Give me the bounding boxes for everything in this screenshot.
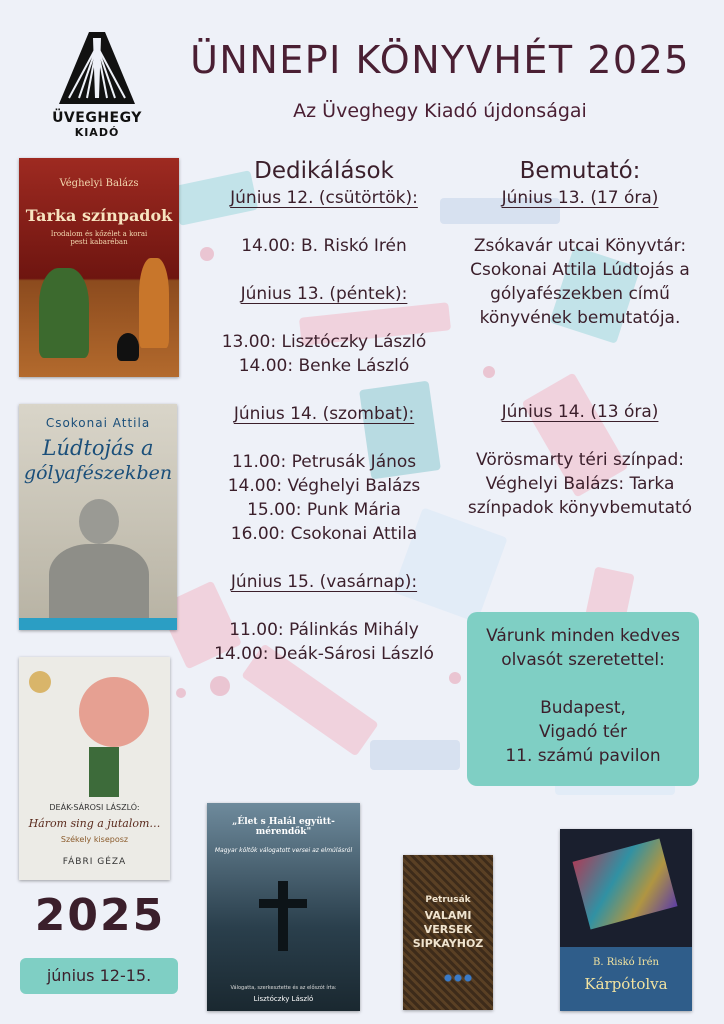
cover-title: Kárpótolva [584,975,668,993]
cover-editor-note: Válogatta, szerkesztette és az előszót írta: [230,985,337,991]
presentation-line: gólyafészekben című [490,284,670,304]
cover-subtitle: Székely kiseposz [60,835,129,844]
publisher-logo [52,32,142,139]
water-strip [19,618,177,630]
book-cover-harom-sing [19,657,170,880]
background-decoration [370,740,460,770]
cover-illustrator: FÁBRI GÉZA [62,857,127,867]
cover-title-line1: VALAMI [424,909,472,922]
location-line: Vigadó tér [539,722,627,742]
signing-entry: 14.00: Deák-Sárosi László [214,644,434,664]
cover-author: Csokonai Attila [45,416,151,430]
location-line: Budapest, [540,698,626,718]
dancer-illustration [139,258,169,348]
cover-title: Három sing a jutalom… [28,817,161,830]
dancer-illustration [39,268,89,358]
location-line: 11. számú pavilon [505,746,661,766]
cover-author: DEÁK-SÁROSI LÁSZLÓ: [49,803,140,812]
presentation-line: Vörösmarty téri színpad: [476,450,684,470]
cover-title-line1: Lúdtojás a [42,436,154,460]
signing-entry: 13.00: Lisztóczky László [221,332,427,352]
signing-entry: 11.00: Petrusák János [231,452,417,472]
presentation-line: Véghelyi Balázs: Tarka [485,474,675,494]
presentation-line: könyvének bemutatója. [479,308,681,328]
presentations-heading: Bemutató: [519,158,641,184]
signings-heading: Dedikálások [254,158,394,184]
signing-entry: 15.00: Punk Mária [247,500,401,520]
invitation-spacer [467,672,699,696]
invitation-box [467,612,699,786]
cross-icon [278,881,288,951]
figure-illustration [79,677,149,747]
signing-day-label: Június 13. (péntek): [240,284,408,304]
statue-illustration [79,499,119,544]
cover-subtitle: Irodalom és kőzélet a korai pesti kabaréban [50,230,148,246]
date-range-badge: június 12-15. [20,958,178,994]
year-label: 2025 [34,890,166,941]
book-cover-ludtojas [19,404,177,630]
logo-subtitle: KIADÓ [74,126,120,139]
badge-icon [29,671,51,693]
blue-dots-icon [443,973,473,983]
cat-illustration [117,333,139,361]
figure-illustration [89,747,119,797]
cover-title-line2: VERSEK [423,923,473,936]
signings-column [212,158,436,666]
signing-entry: 16.00: Csokonai Attila [230,524,418,544]
book-cover-tarka-szinpadok [19,158,179,377]
invitation-line: olvasót szeretettel: [501,650,665,670]
invitation-line: Várunk minden kedves [486,626,680,646]
presentation-line: Zsókavár utcai Könyvtár: [473,236,687,256]
page-subtitle: Az Üveghegy Kiadó újdonságai [293,100,587,122]
signing-entry: 14.00: Benke László [238,356,410,376]
signing-day-label: Június 12. (csütörtök): [230,188,418,208]
book-fan-logo-icon [59,32,135,104]
book-cover-valami-versek [403,855,493,1010]
signing-entry: 11.00: Pálinkás Mihály [229,620,419,640]
cover-author: Petrusák [425,895,471,905]
cover-author: B. Riskó Irén [593,957,659,968]
background-dot [176,688,186,698]
book-cover-elet-s-halal [207,803,360,1011]
cover-subtitle: Magyar költők válogatott versei az elmúlásról [214,847,353,854]
presentation-line: színpadok könyvbemutató [467,498,693,518]
signing-entry: 14.00: B. Riskó Irén [241,236,407,256]
cover-author: Véghelyi Balázs [59,178,139,189]
cover-title-line2: gólyafészekben [23,462,173,484]
cover-editor: Lisztóczky László [253,995,314,1003]
book-cover-karpotolva [560,829,692,1011]
signing-day-label: Június 15. (vasárnap): [230,572,418,592]
cross-icon [259,899,307,908]
signing-day-label: Június 14. (szombat): [233,404,415,424]
logo-name: ÜVEGHEGY [52,110,142,126]
signing-entry: 14.00: Véghelyi Balázs [227,476,421,496]
cover-title: Tarka színpadok [25,206,173,225]
presentation-line: Csokonai Attila Lúdtojás a [470,260,690,280]
page-title: ÜNNEPI KÖNYVHÉT 2025 [190,38,690,82]
presentation-label: Június 14. (13 óra) [501,402,659,422]
background-dot [210,676,230,696]
cover-title: „Élet s Halál együtt-mérendők" [232,817,335,837]
presentations-column [455,158,705,520]
presentation-label: Június 13. (17 óra) [501,188,659,208]
statue-illustration [49,544,149,620]
cover-title-line3: SIPKAYHOZ [412,937,484,950]
background-dot [449,672,461,684]
